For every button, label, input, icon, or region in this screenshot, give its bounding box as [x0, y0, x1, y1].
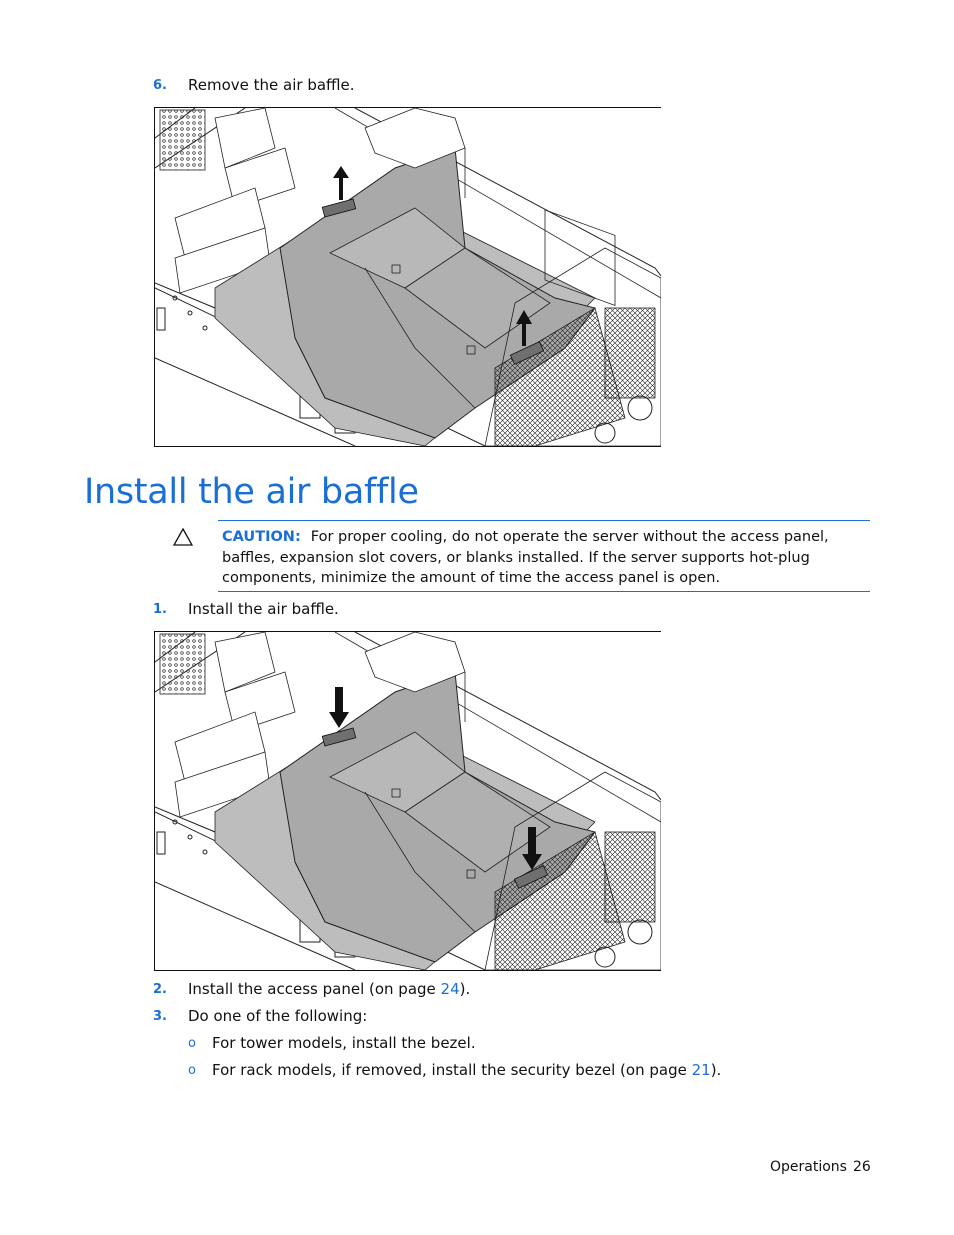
step-number: 3.: [153, 1009, 167, 1024]
step-number: 2.: [153, 982, 167, 997]
page-number: 26: [853, 1159, 871, 1175]
server-illustration-remove: [155, 108, 661, 446]
sub-item-text-after: ).: [710, 1061, 722, 1079]
step-text: Remove the air baffle.: [188, 76, 355, 94]
sub-item-text: For tower models, install the bezel.: [212, 1034, 476, 1052]
step-text: Do one of the following:: [188, 1007, 368, 1025]
caution-box: [218, 520, 870, 592]
step-text-after: ).: [459, 980, 471, 998]
caution-label: CAUTION:: [222, 529, 301, 545]
step-text: Install the air baffle.: [188, 600, 339, 618]
bullet-marker: o: [188, 1036, 196, 1051]
figure-remove-air-baffle: [154, 107, 661, 447]
sub-item-text: [212, 1061, 721, 1079]
footer-section: Operations: [770, 1159, 847, 1175]
caution-text-block: [222, 527, 868, 589]
arrow-down-icon: [329, 687, 349, 728]
step-number: 1.: [153, 602, 167, 617]
bullet-marker: o: [188, 1063, 196, 1078]
step-text: [188, 980, 470, 998]
arrow-up-icon: [333, 166, 349, 200]
step-text-before: Install the access panel (on page: [188, 980, 441, 998]
server-illustration-install: [155, 632, 661, 970]
step-number: 6.: [153, 78, 167, 93]
sub-item-text-before: For rack models, if removed, install the security bezel (on page: [212, 1061, 692, 1079]
page-link[interactable]: 21: [691, 1061, 711, 1079]
caution-triangle-icon: [173, 528, 193, 550]
figure-install-air-baffle: [154, 631, 661, 971]
caution-message: For proper cooling, do not operate the server without the access panel, baffles, expansion slot covers, or blanks installed. If the server supports hot-plug components, minimize the amount of time the access panel is open.: [222, 529, 829, 586]
page-link[interactable]: 24: [440, 980, 460, 998]
section-title: Install the air baffle: [84, 472, 419, 512]
